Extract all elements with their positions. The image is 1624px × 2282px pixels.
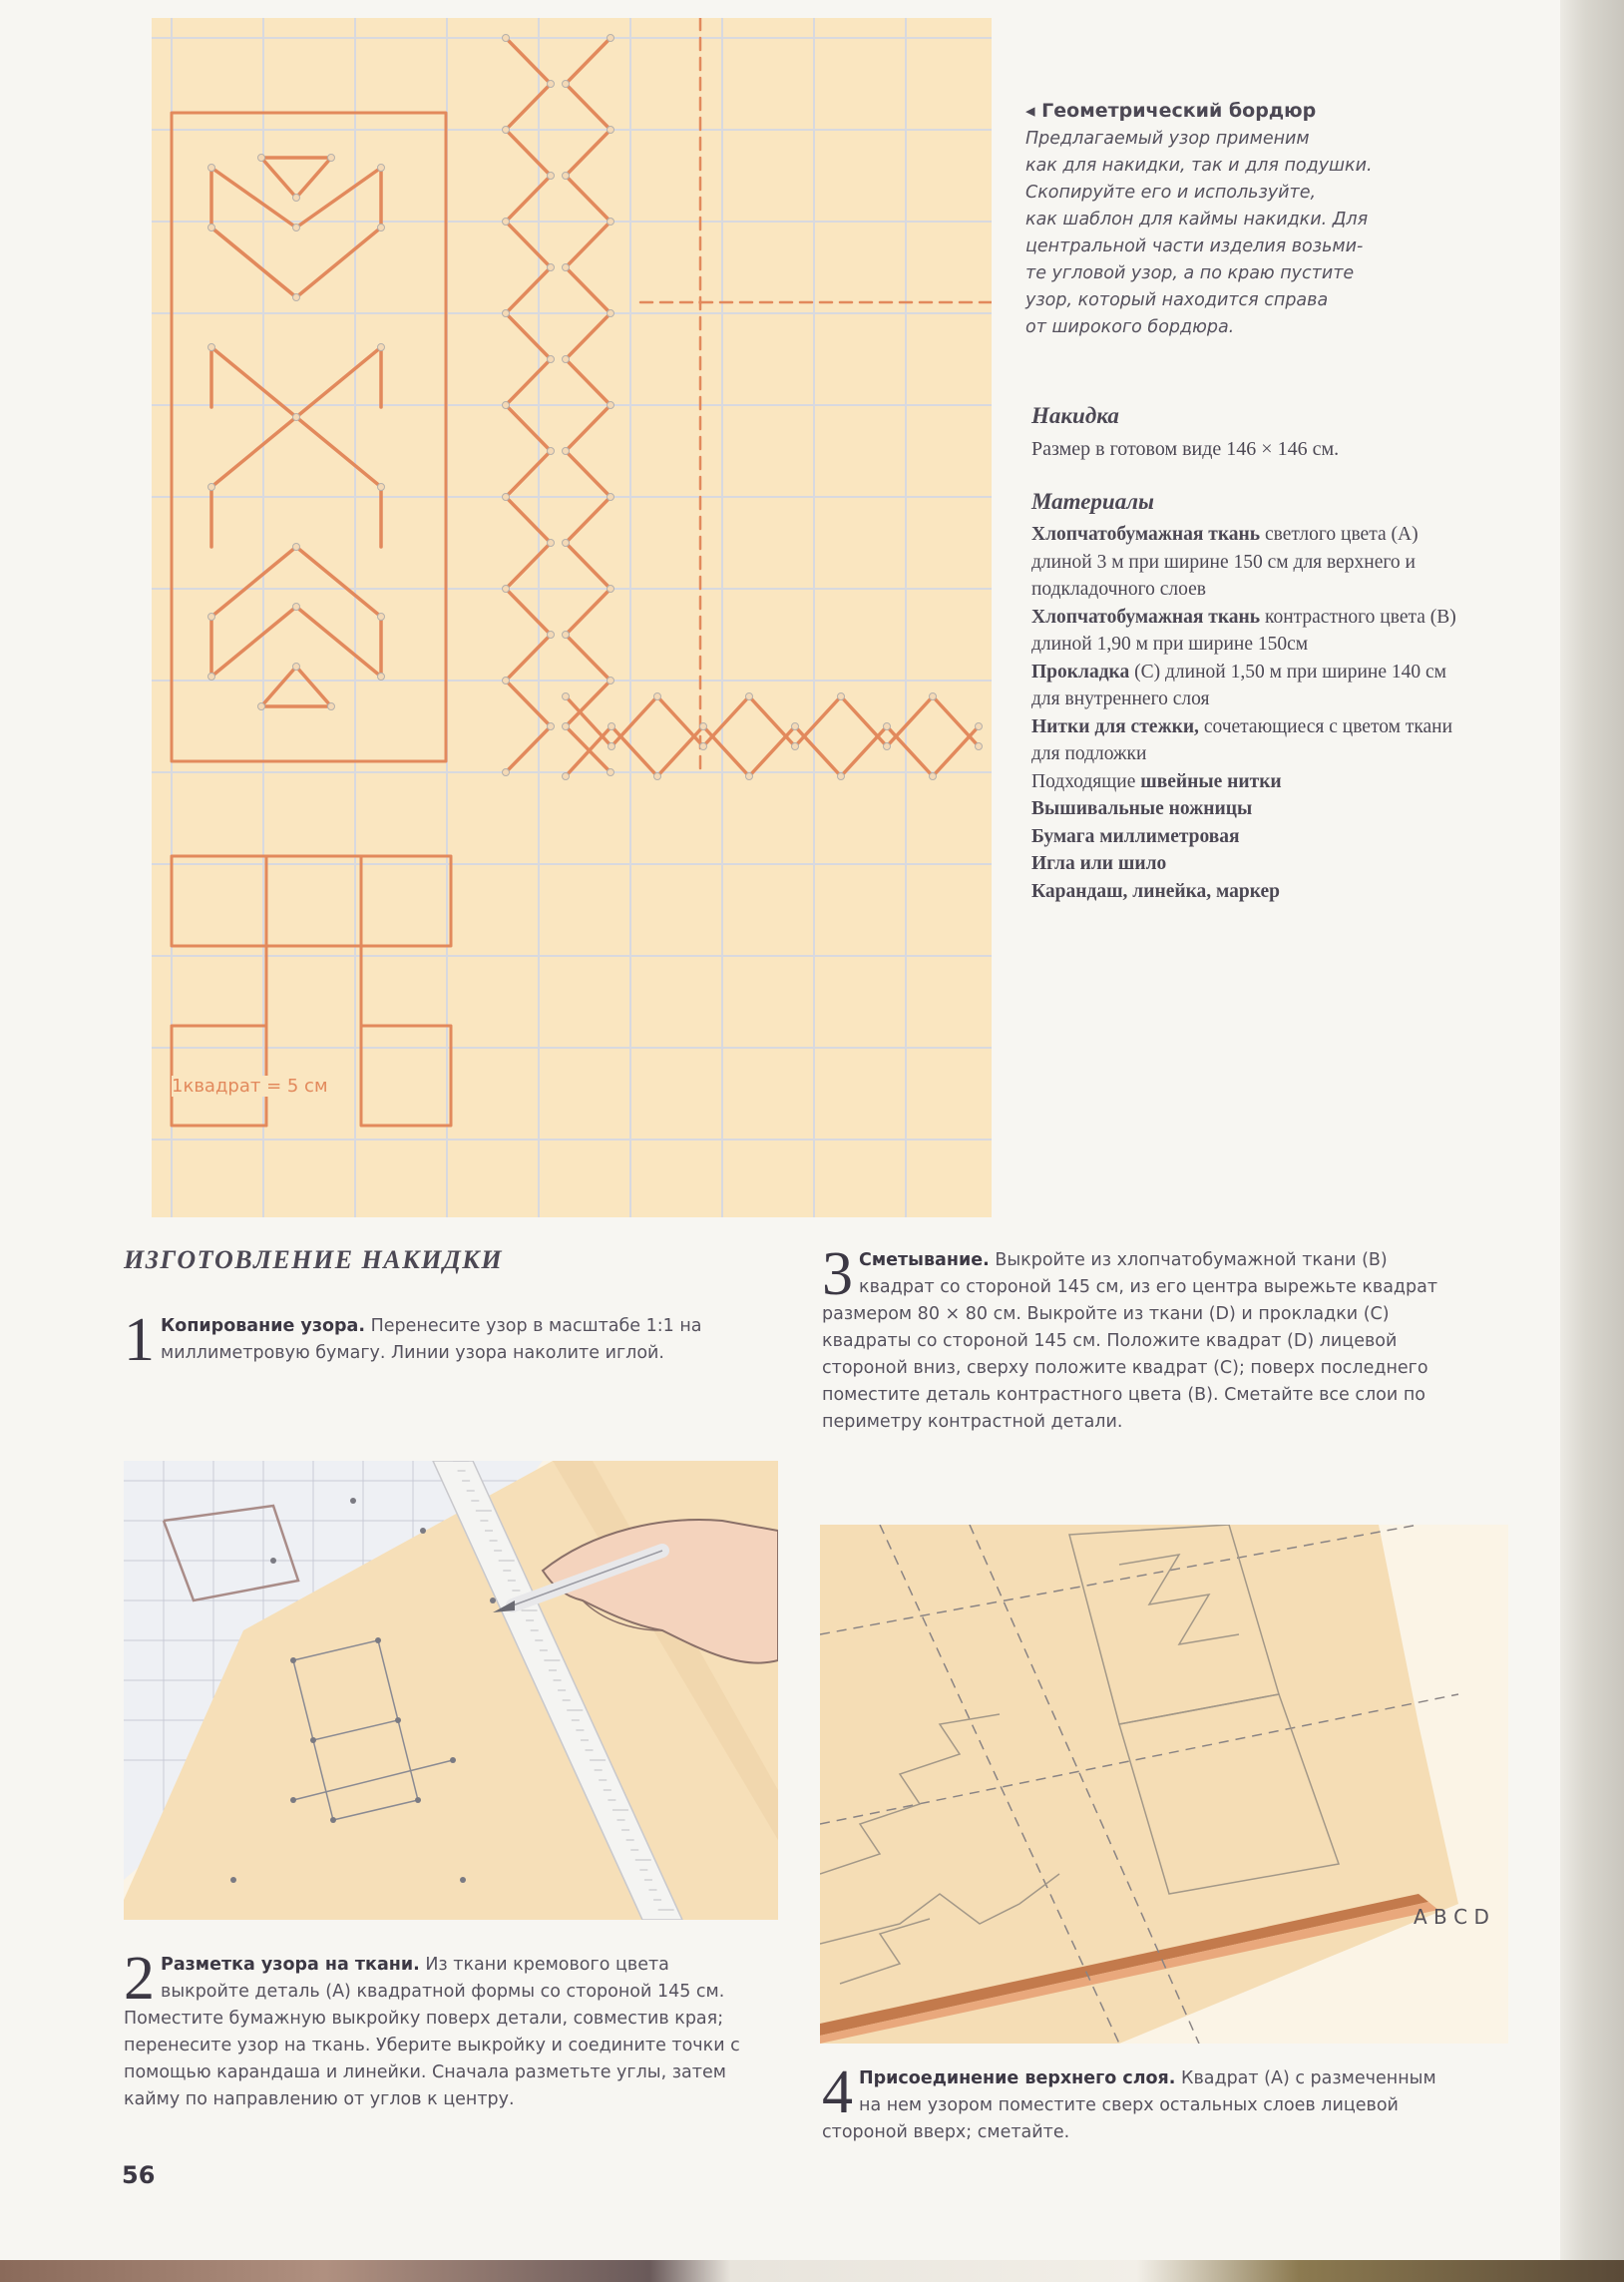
step-heading: Сметывание.: [859, 1250, 990, 1270]
caption-title: ◂ Геометрический бордюр: [1025, 100, 1317, 122]
page-number: 56: [122, 2161, 156, 2189]
layers-label: A B C D: [1414, 1905, 1489, 1929]
nakidka-title: Накидка: [1031, 403, 1119, 428]
step-number: 1: [124, 1306, 155, 1374]
marking-illustration-svg: [124, 1461, 778, 1920]
step-4: [822, 2058, 1440, 2146]
caption-text: Предлагаемый узор применим как для накидки, так и для подушки. Скопируйте его и используйте, как шаблон для каймы накидки. Для центральной части изделия возьми- те угловой узор, а по краю пустите узор, который находится справа от широкого бордюра.: [1025, 129, 1373, 337]
material-item: [1031, 823, 1470, 851]
materials-list: [1031, 521, 1470, 905]
material-detail: (С) длиной 1,50 м при ширине 140 см для внутреннего слоя: [1031, 661, 1447, 709]
step-heading: Копирование узора.: [161, 1316, 366, 1336]
material-name: Бумага миллиметровая: [1031, 825, 1240, 847]
page-edge: [1560, 0, 1624, 2282]
bottom-scan-strip: [0, 2260, 1624, 2282]
step-text: Выкройте из хлопчатобумажной ткани (В) квадрат со стороной 145 см, из его центра вырежьте квадрат размером 80 × 80 см. Выкройте из ткани (D) и прокладки (С) квадраты со стороной 145 см. Положите квадрат (D) лицевой стороной вниз, сверху положите квадрат (С); поверх последнего поместите деталь контрастного цвета (В). Сметайте все слои по периметру контрастной детали.: [822, 1250, 1438, 1432]
step-text: Перенесите узор в масштабе 1:1 на миллиметровую бумагу. Линии узора наколите иглой.: [161, 1316, 702, 1363]
material-item: [1031, 604, 1470, 659]
step-heading: Разметка узора на ткани.: [161, 1955, 420, 1975]
nakidka-block: [1031, 403, 1470, 463]
illustration-marking: [124, 1461, 778, 1920]
material-name: Карандаш, линейка, маркер: [1031, 880, 1281, 902]
section-title: ИЗГОТОВЛЕНИЕ НАКИДКИ: [124, 1245, 504, 1274]
pattern-diagram: [152, 18, 992, 1217]
material-item: [1031, 768, 1470, 796]
layers-illustration-svg: [820, 1525, 1508, 2044]
step-number: 2: [124, 1945, 155, 2013]
pattern-grid: [152, 18, 992, 1217]
material-name: Нитки для стежки,: [1031, 715, 1199, 737]
material-item: [1031, 521, 1470, 604]
material-name: Игла или шило: [1031, 853, 1167, 874]
material-detail: Подходящие: [1031, 770, 1141, 792]
nakidka-size: Размер в готовом виде 146 × 146 см.: [1031, 438, 1340, 460]
material-item: [1031, 850, 1470, 878]
step-number: 4: [822, 2058, 853, 2126]
material-item: [1031, 713, 1470, 768]
material-detail: контрастного цвета (В) длиной 1,90 м при ширине 150см: [1031, 606, 1456, 655]
material-detail: сочетающиеся с цветом ткани для подложки: [1031, 715, 1453, 764]
material-name: Хлопчатобумажная ткань: [1031, 524, 1261, 545]
step-number: 3: [822, 1240, 853, 1308]
material-name: Вышивальные ножницы: [1031, 798, 1253, 819]
materials-block: [1031, 489, 1470, 905]
step-text: Квадрат (А) с размеченным на нем узором поместите сверх остальных слоев лицевой стороной вверх; сметайте.: [822, 2068, 1436, 2142]
material-item: [1031, 795, 1470, 823]
material-name: Хлопчатобумажная ткань: [1031, 606, 1261, 628]
material-detail: светлого цвета (А) длиной 3 м при ширине 150 см для верхнего и подкладочного слоев: [1031, 524, 1419, 600]
step-2: [124, 1945, 742, 2113]
step-heading: Присоединение верхнего слоя.: [859, 2068, 1176, 2088]
material-name: швейные нитки: [1140, 770, 1282, 792]
material-item: [1031, 878, 1470, 906]
material-item: [1031, 659, 1470, 713]
pattern-caption: [1025, 100, 1464, 341]
illustration-layers: [820, 1525, 1508, 2044]
materials-title: Материалы: [1031, 489, 1154, 514]
scale-label: 1квадрат = 5 см: [172, 1076, 328, 1097]
material-name: Прокладка: [1031, 661, 1130, 683]
step-3: [822, 1240, 1460, 1436]
step-text: Из ткани кремового цвета выкройте деталь (А) квадратной формы со стороной 145 см. Поместите бумажную выкройку поверх детали, совместив края; перенесите узор на ткань. Уберите выкройку и соедините точки с помощью карандаша и линейки. Сначала разметьте углы, затем кайму по направлению от углов к центру.: [124, 1955, 740, 2109]
step-1: [124, 1306, 722, 1374]
